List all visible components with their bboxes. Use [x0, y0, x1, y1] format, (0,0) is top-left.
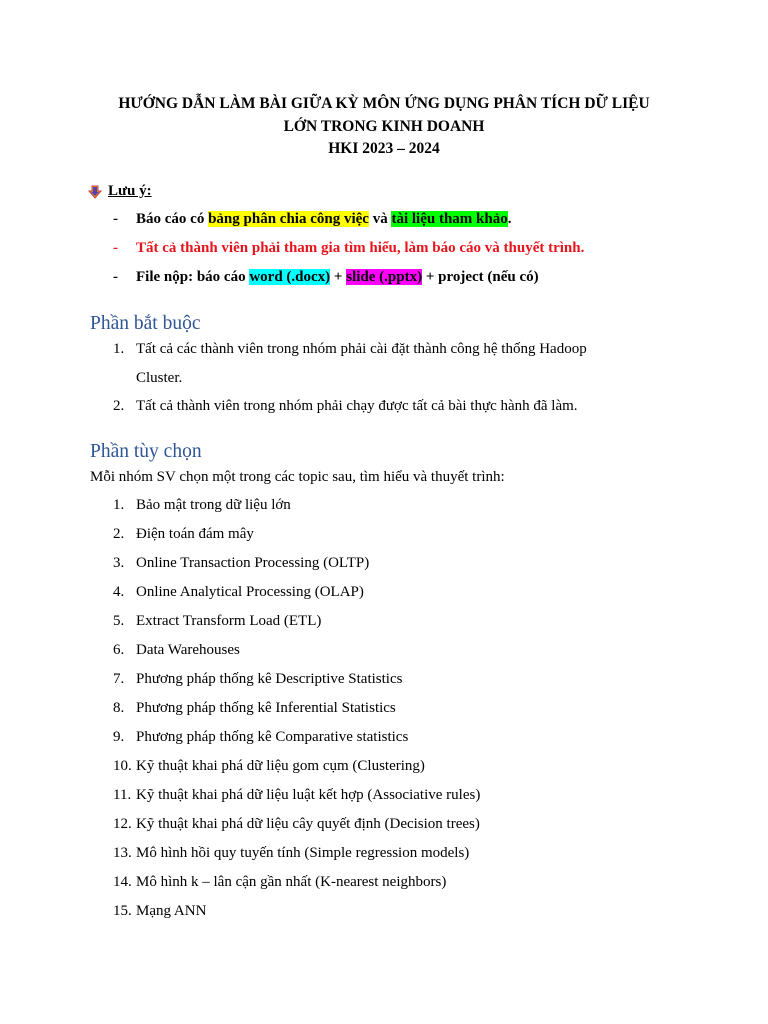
- note-bullet-3: - File nộp: báo cáo word (.docx) + slide (.pptx) + project (nếu có): [113, 269, 539, 285]
- optional-intro: Mỗi nhóm SV chọn một trong các topic sau, tìm hiểu và thuyết trình:: [90, 469, 505, 485]
- required-item: 1. Tất cả các thành viên trong nhóm phải cài đặt thành công hệ thống Hadoop: [113, 341, 587, 357]
- topic-item: 11. Kỹ thuật khai phá dữ liệu luật kết hợp (Associative rules): [113, 787, 481, 803]
- topic-item: 9. Phương pháp thống kê Comparative statistics: [113, 729, 409, 745]
- title-line-2: LỚN TRONG KINH DOANH: [283, 117, 485, 135]
- topic-item: 15. Mạng ANN: [113, 903, 207, 919]
- note-heading: [88, 183, 152, 200]
- arrow-bullet-icon: [88, 185, 102, 199]
- highlight-word: word (.docx): [249, 269, 331, 285]
- topic-item: 1. Bảo mật trong dữ liệu lớn: [113, 497, 291, 513]
- topic-item: 13. Mô hình hồi quy tuyến tính (Simple regression models): [113, 845, 470, 861]
- topic-item: 12. Kỹ thuật khai phá dữ liệu cây quyết định (Decision trees): [113, 816, 480, 832]
- note-label: Lưu ý:: [108, 183, 152, 199]
- heading-required: Phần bắt buộc: [90, 313, 201, 334]
- heading-optional: Phần tùy chọn: [90, 441, 202, 462]
- topic-item: 6. Data Warehouses: [113, 642, 240, 658]
- topic-item: 3. Online Transaction Processing (OLTP): [113, 555, 370, 571]
- note-bullet-2: - Tất cả thành viên phải tham gia tìm hiểu, làm báo cáo và thuyết trình.: [113, 240, 585, 256]
- topic-item: 7. Phương pháp thống kê Descriptive Statistics: [113, 671, 403, 687]
- topic-item: 4. Online Analytical Processing (OLAP): [113, 584, 364, 600]
- required-item-continuation: Cluster.: [136, 370, 183, 386]
- title-line-1: HƯỚNG DẪN LÀM BÀI GIỮA KỲ MÔN ỨNG DỤNG PHÂN TÍCH DỮ LIỆU: [118, 95, 650, 112]
- topic-item: 10. Kỹ thuật khai phá dữ liệu gom cụm (Clustering): [113, 758, 425, 774]
- note-bullet-1: - Báo cáo có bảng phân chia công việc và tài liệu tham khảo.: [113, 211, 512, 227]
- document-title: [60, 93, 708, 161]
- highlight-work-division: bảng phân chia công việc: [208, 211, 369, 227]
- topic-item: 2. Điện toán đám mây: [113, 526, 254, 542]
- required-item: 2. Tất cả thành viên trong nhóm phải chạy được tất cả bài thực hành đã làm.: [113, 398, 578, 414]
- topic-item: 5. Extract Transform Load (ETL): [113, 613, 322, 629]
- topic-item: 8. Phương pháp thống kê Inferential Statistics: [113, 700, 396, 716]
- title-line-3: HKI 2023 – 2024: [328, 140, 440, 157]
- topic-item: 14. Mô hình k – lân cận gần nhất (K-nearest neighbors): [113, 874, 447, 890]
- highlight-references: tài liệu tham khảo: [391, 211, 508, 227]
- highlight-slide: slide (.pptx): [346, 269, 423, 285]
